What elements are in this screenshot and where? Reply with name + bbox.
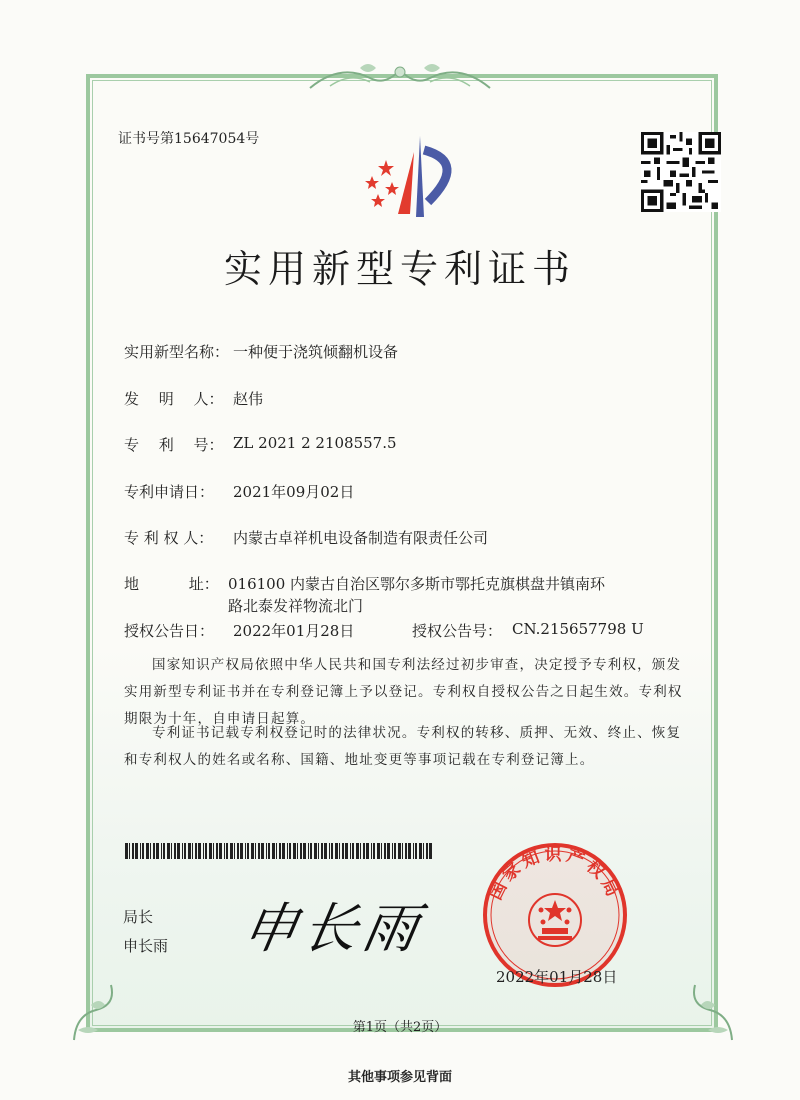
grant-date-label: 授权公告日： bbox=[124, 622, 215, 640]
footer-note: 其他事项参见背面 bbox=[347, 1070, 452, 1085]
barcode bbox=[125, 843, 434, 859]
name-value: 一种便于浇筑倾翻机设备 bbox=[233, 343, 399, 361]
seal-date: 2022年01月28日 bbox=[496, 968, 618, 986]
page-number: 第1页（共2页） bbox=[352, 1020, 448, 1035]
name-label: 实用新型名称： bbox=[124, 343, 230, 361]
apply-date-label: 专利申请日： bbox=[124, 483, 215, 501]
certificate-title: 实用新型专利证书 bbox=[223, 247, 576, 291]
handwritten-signature: 申长雨 bbox=[237, 897, 429, 960]
grant-paragraph: 国家知识产权局依照中华人民共和国专利法经过初步审查，决定授予专利权，颁发实用新型专利证书并在专利登记簿上予以登记。专利权自授权公告之日起生效。专利权期限为十年，自申请日起算。 bbox=[124, 657, 683, 727]
apply-date-value: 2021年09月02日 bbox=[233, 483, 355, 501]
patent-holder-label: 专 利 权 人： bbox=[124, 529, 214, 547]
grant-date-value: 2022年01月28日 bbox=[233, 622, 355, 640]
qr-code bbox=[641, 132, 721, 212]
certificate-number: 证书号第15647054号 bbox=[118, 131, 260, 147]
signatory-title: 局长 bbox=[123, 908, 154, 926]
top-ornament bbox=[300, 58, 500, 94]
address-label: 地 址： bbox=[124, 575, 219, 593]
inventor-value: 赵伟 bbox=[233, 390, 264, 408]
grant-number-label: 授权公告号： bbox=[412, 622, 503, 640]
seal-text: 国家知识产权局 bbox=[485, 845, 625, 904]
signatory-name: 申长雨 bbox=[123, 937, 169, 955]
address-line-1: 016100 内蒙古自治区鄂尔多斯市鄂托克旗棋盘井镇南环 bbox=[228, 575, 606, 593]
inventor-label: 发 明 人： bbox=[124, 390, 224, 408]
legal-status-paragraph: 专利证书记载专利权登记时的法律状况。专利权的转移、质押、无效、终止、恢复和专利权人的姓名或名称、国籍、地址变更等事项记载在专利登记簿上。 bbox=[124, 725, 682, 768]
address-line-2: 路北泰发祥物流北门 bbox=[228, 597, 364, 615]
grant-number-value: CN.215657798 U bbox=[512, 620, 644, 638]
patent-holder-value: 内蒙古卓祥机电设备制造有限责任公司 bbox=[233, 529, 489, 547]
patent-number-label: 专 利 号： bbox=[124, 436, 224, 454]
patent-office-logo bbox=[358, 132, 478, 222]
patent-number-value: ZL 2021 2 2108557.5 bbox=[233, 434, 397, 452]
